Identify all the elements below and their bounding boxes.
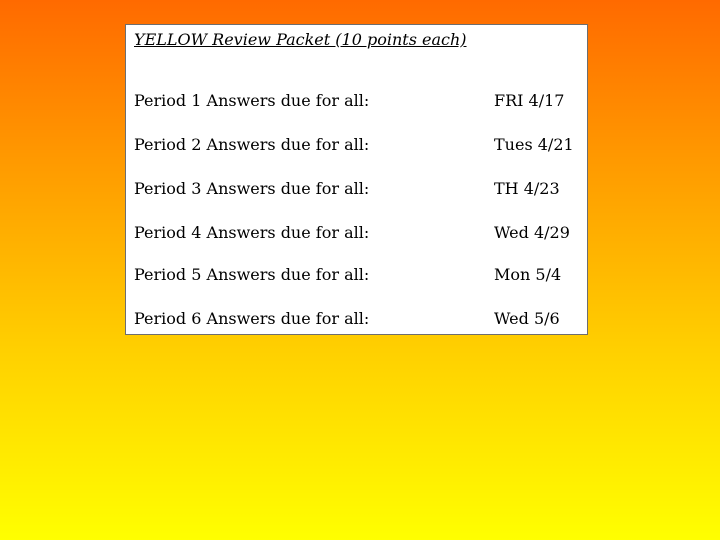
due-row-label: Period 6 Answers due for all:: [134, 309, 370, 328]
due-row-label: Period 1 Answers due for all:: [134, 91, 370, 110]
due-row-date: FRI 4/17: [494, 91, 565, 110]
due-row-period-4: [134, 223, 579, 247]
due-row-date: TH 4/23: [494, 179, 560, 198]
due-row-label: Period 3 Answers due for all:: [134, 179, 370, 198]
due-row-period-5: [134, 265, 579, 289]
due-row-date: Mon 5/4: [494, 265, 562, 284]
due-row-date: Wed 5/6: [494, 309, 560, 328]
due-row-label: Period 2 Answers due for all:: [134, 135, 370, 154]
due-row-period-6: [134, 309, 579, 333]
packet-title: YELLOW Review Packet (10 points each): [134, 30, 467, 49]
review-packet-panel: [125, 24, 588, 335]
due-row-period-2: [134, 135, 579, 159]
due-row-date: Wed 4/29: [494, 223, 570, 242]
due-row-label: Period 4 Answers due for all:: [134, 223, 370, 242]
due-row-period-3: [134, 179, 579, 203]
due-row-period-1: [134, 91, 579, 115]
due-row-date: Tues 4/21: [494, 135, 574, 154]
due-row-label: Period 5 Answers due for all:: [134, 265, 370, 284]
